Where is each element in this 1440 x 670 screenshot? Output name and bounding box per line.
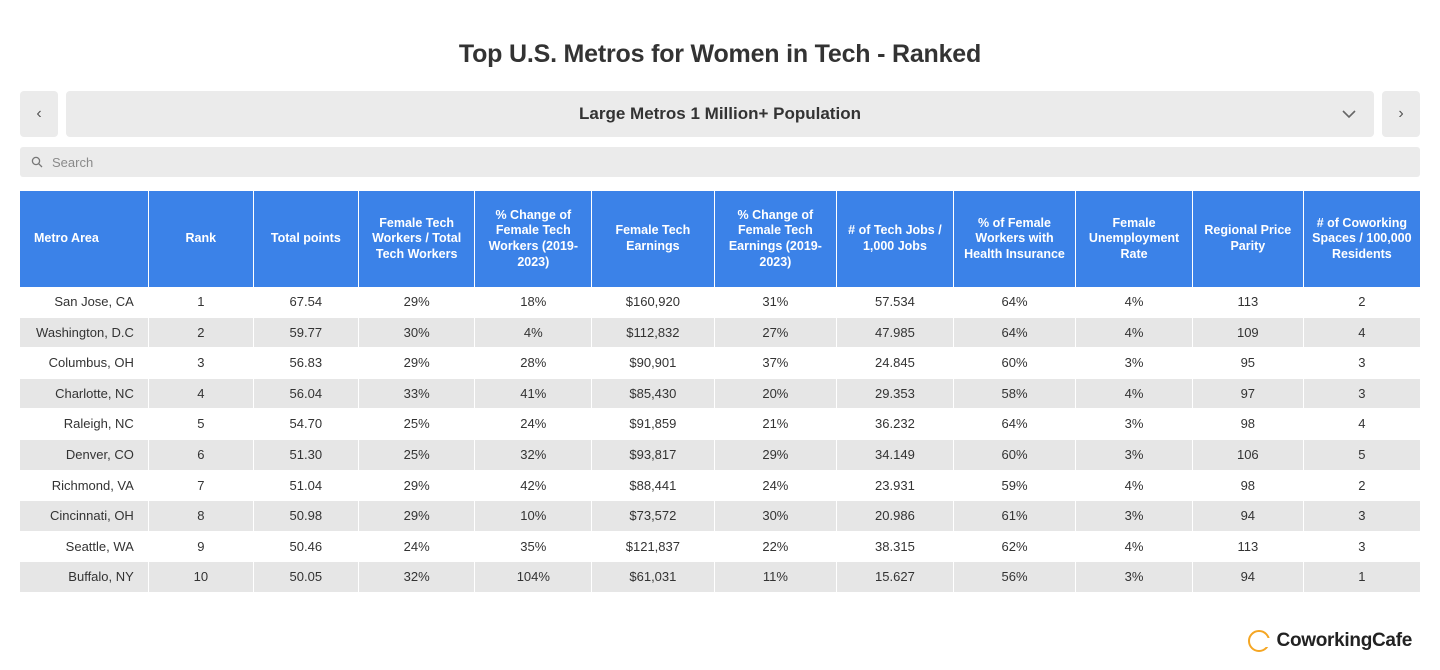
cell-female-unemployment-rate: 3%	[1076, 409, 1193, 440]
cell-change-female-tech-workers: 42%	[475, 470, 592, 501]
cell-female-health-insurance: 64%	[953, 409, 1075, 440]
cell-tech-jobs-per-1000: 23.931	[837, 470, 954, 501]
column-header-regional-price-parity[interactable]: Regional Price Parity	[1192, 191, 1303, 287]
table-row	[20, 409, 1420, 440]
cell-tech-jobs-per-1000: 36.232	[837, 409, 954, 440]
table-row	[20, 378, 1420, 409]
cell-female-unemployment-rate: 4%	[1076, 531, 1193, 562]
cell-tech-jobs-per-1000: 47.985	[837, 317, 954, 348]
metro-selector-row	[20, 91, 1420, 137]
cell-rank: 3	[148, 348, 253, 379]
column-header-coworking-spaces[interactable]: # of Coworking Spaces / 100,000 Residents	[1303, 191, 1420, 287]
column-header-female-tech-earnings[interactable]: Female Tech Earnings	[592, 191, 714, 287]
cell-female-health-insurance: 62%	[953, 531, 1075, 562]
metro-size-dropdown[interactable]	[66, 91, 1374, 137]
cell-change-female-tech-earnings: 30%	[714, 501, 836, 532]
cell-female-health-insurance: 59%	[953, 470, 1075, 501]
cell-female-health-insurance: 58%	[953, 378, 1075, 409]
cell-change-female-tech-earnings: 29%	[714, 439, 836, 470]
cell-rank: 8	[148, 501, 253, 532]
cell-change-female-tech-earnings: 21%	[714, 409, 836, 440]
table-row	[20, 531, 1420, 562]
cell-regional-price-parity: 94	[1192, 562, 1303, 593]
cell-metro-area: Columbus, OH	[20, 348, 148, 379]
cell-female-tech-workers-ratio: 32%	[358, 562, 475, 593]
cell-rank: 5	[148, 409, 253, 440]
cell-change-female-tech-workers: 35%	[475, 531, 592, 562]
search-icon	[30, 156, 43, 169]
cell-female-tech-earnings: $160,920	[592, 287, 714, 317]
cell-regional-price-parity: 113	[1192, 531, 1303, 562]
cell-rank: 1	[148, 287, 253, 317]
cell-tech-jobs-per-1000: 24.845	[837, 348, 954, 379]
brand-footer	[1248, 630, 1412, 652]
table-body	[20, 287, 1420, 592]
cell-metro-area: Cincinnati, OH	[20, 501, 148, 532]
table-row	[20, 348, 1420, 379]
cell-female-health-insurance: 64%	[953, 287, 1075, 317]
cell-metro-area: Buffalo, NY	[20, 562, 148, 593]
column-header-female-health-insurance[interactable]: % of Female Workers with Health Insurance	[953, 191, 1075, 287]
cell-female-health-insurance: 61%	[953, 501, 1075, 532]
cell-female-tech-earnings: $112,832	[592, 317, 714, 348]
column-header-total-points[interactable]: Total points	[253, 191, 358, 287]
cell-coworking-spaces: 1	[1303, 562, 1420, 593]
cell-change-female-tech-earnings: 27%	[714, 317, 836, 348]
cell-female-tech-earnings: $73,572	[592, 501, 714, 532]
cell-total-points: 59.77	[253, 317, 358, 348]
cell-female-tech-workers-ratio: 33%	[358, 378, 475, 409]
brand-name: CoworkingCafe	[1276, 630, 1412, 651]
cell-total-points: 51.04	[253, 470, 358, 501]
coworkingcafe-logo-icon	[1248, 630, 1270, 652]
table-row	[20, 317, 1420, 348]
cell-female-tech-earnings: $93,817	[592, 439, 714, 470]
cell-change-female-tech-earnings: 22%	[714, 531, 836, 562]
cell-female-tech-workers-ratio: 29%	[358, 287, 475, 317]
cell-total-points: 56.04	[253, 378, 358, 409]
cell-female-health-insurance: 64%	[953, 317, 1075, 348]
cell-metro-area: Seattle, WA	[20, 531, 148, 562]
cell-regional-price-parity: 95	[1192, 348, 1303, 379]
cell-tech-jobs-per-1000: 38.315	[837, 531, 954, 562]
column-header-change-female-tech-workers[interactable]: % Change of Female Tech Workers (2019-2023)	[475, 191, 592, 287]
cell-metro-area: Richmond, VA	[20, 470, 148, 501]
cell-female-tech-workers-ratio: 29%	[358, 470, 475, 501]
cell-female-tech-workers-ratio: 24%	[358, 531, 475, 562]
cell-change-female-tech-workers: 10%	[475, 501, 592, 532]
column-header-female-unemployment-rate[interactable]: Female Unemployment Rate	[1076, 191, 1193, 287]
table-header-row	[20, 191, 1420, 287]
cell-coworking-spaces: 3	[1303, 348, 1420, 379]
cell-coworking-spaces: 5	[1303, 439, 1420, 470]
next-button[interactable]: ›	[1382, 91, 1420, 137]
column-header-change-female-tech-earnings[interactable]: % Change of Female Tech Earnings (2019-2023)	[714, 191, 836, 287]
cell-regional-price-parity: 98	[1192, 470, 1303, 501]
cell-change-female-tech-earnings: 31%	[714, 287, 836, 317]
table-header	[20, 191, 1420, 287]
cell-change-female-tech-workers: 18%	[475, 287, 592, 317]
cell-tech-jobs-per-1000: 57.534	[837, 287, 954, 317]
cell-change-female-tech-earnings: 24%	[714, 470, 836, 501]
previous-button[interactable]: ‹	[20, 91, 58, 137]
cell-female-unemployment-rate: 4%	[1076, 287, 1193, 317]
cell-coworking-spaces: 2	[1303, 287, 1420, 317]
cell-metro-area: Washington, D.C	[20, 317, 148, 348]
cell-tech-jobs-per-1000: 20.986	[837, 501, 954, 532]
cell-rank: 6	[148, 439, 253, 470]
cell-change-female-tech-workers: 28%	[475, 348, 592, 379]
table-row	[20, 501, 1420, 532]
cell-female-health-insurance: 56%	[953, 562, 1075, 593]
cell-tech-jobs-per-1000: 15.627	[837, 562, 954, 593]
cell-female-unemployment-rate: 4%	[1076, 378, 1193, 409]
cell-coworking-spaces: 3	[1303, 378, 1420, 409]
table-row	[20, 562, 1420, 593]
cell-female-unemployment-rate: 3%	[1076, 439, 1193, 470]
cell-change-female-tech-workers: 32%	[475, 439, 592, 470]
cell-female-tech-earnings: $88,441	[592, 470, 714, 501]
column-header-female-tech-workers-ratio[interactable]: Female Tech Workers / Total Tech Workers	[358, 191, 475, 287]
cell-metro-area: Charlotte, NC	[20, 378, 148, 409]
table-row	[20, 439, 1420, 470]
cell-female-unemployment-rate: 3%	[1076, 348, 1193, 379]
cell-female-tech-earnings: $91,859	[592, 409, 714, 440]
cell-total-points: 50.46	[253, 531, 358, 562]
cell-coworking-spaces: 2	[1303, 470, 1420, 501]
table-row	[20, 470, 1420, 501]
cell-metro-area: San Jose, CA	[20, 287, 148, 317]
column-header-tech-jobs-per-1000[interactable]: # of Tech Jobs / 1,000 Jobs	[837, 191, 954, 287]
cell-female-unemployment-rate: 4%	[1076, 317, 1193, 348]
cell-change-female-tech-earnings: 11%	[714, 562, 836, 593]
cell-total-points: 54.70	[253, 409, 358, 440]
chevron-down-icon	[1342, 107, 1356, 122]
cell-female-unemployment-rate: 4%	[1076, 470, 1193, 501]
cell-total-points: 50.05	[253, 562, 358, 593]
cell-change-female-tech-workers: 104%	[475, 562, 592, 593]
cell-female-tech-workers-ratio: 25%	[358, 409, 475, 440]
metros-table	[20, 191, 1420, 593]
cell-regional-price-parity: 109	[1192, 317, 1303, 348]
cell-coworking-spaces: 3	[1303, 501, 1420, 532]
table-row	[20, 287, 1420, 317]
cell-regional-price-parity: 94	[1192, 501, 1303, 532]
cell-female-tech-earnings: $61,031	[592, 562, 714, 593]
cell-coworking-spaces: 3	[1303, 531, 1420, 562]
column-header-rank[interactable]: Rank	[148, 191, 253, 287]
cell-change-female-tech-workers: 24%	[475, 409, 592, 440]
cell-female-tech-workers-ratio: 30%	[358, 317, 475, 348]
page-title: Top U.S. Metros for Women in Tech - Ranked	[458, 40, 982, 68]
cell-tech-jobs-per-1000: 34.149	[837, 439, 954, 470]
cell-regional-price-parity: 113	[1192, 287, 1303, 317]
cell-rank: 2	[148, 317, 253, 348]
search-bar[interactable]	[20, 147, 1420, 177]
cell-change-female-tech-earnings: 20%	[714, 378, 836, 409]
cell-regional-price-parity: 98	[1192, 409, 1303, 440]
cell-total-points: 67.54	[253, 287, 358, 317]
cell-metro-area: Denver, CO	[20, 439, 148, 470]
cell-female-tech-workers-ratio: 29%	[358, 501, 475, 532]
cell-regional-price-parity: 97	[1192, 378, 1303, 409]
cell-regional-price-parity: 106	[1192, 439, 1303, 470]
cell-female-tech-earnings: $90,901	[592, 348, 714, 379]
cell-rank: 9	[148, 531, 253, 562]
cell-change-female-tech-workers: 4%	[475, 317, 592, 348]
cell-female-tech-workers-ratio: 25%	[358, 439, 475, 470]
cell-metro-area: Raleigh, NC	[20, 409, 148, 440]
cell-tech-jobs-per-1000: 29.353	[837, 378, 954, 409]
cell-change-female-tech-workers: 41%	[475, 378, 592, 409]
cell-total-points: 50.98	[253, 501, 358, 532]
cell-female-tech-earnings: $85,430	[592, 378, 714, 409]
cell-female-tech-workers-ratio: 29%	[358, 348, 475, 379]
cell-coworking-spaces: 4	[1303, 317, 1420, 348]
column-header-metro-area[interactable]: Metro Area	[20, 191, 148, 287]
cell-female-unemployment-rate: 3%	[1076, 562, 1193, 593]
cell-rank: 4	[148, 378, 253, 409]
cell-rank: 10	[148, 562, 253, 593]
cell-female-health-insurance: 60%	[953, 348, 1075, 379]
cell-rank: 7	[148, 470, 253, 501]
search-input[interactable]	[50, 154, 1410, 171]
cell-female-tech-earnings: $121,837	[592, 531, 714, 562]
cell-total-points: 51.30	[253, 439, 358, 470]
cell-female-health-insurance: 60%	[953, 439, 1075, 470]
cell-coworking-spaces: 4	[1303, 409, 1420, 440]
cell-change-female-tech-earnings: 37%	[714, 348, 836, 379]
cell-total-points: 56.83	[253, 348, 358, 379]
dropdown-selected-label: Large Metros 1 Million+ Population	[579, 104, 861, 123]
cell-female-unemployment-rate: 3%	[1076, 501, 1193, 532]
